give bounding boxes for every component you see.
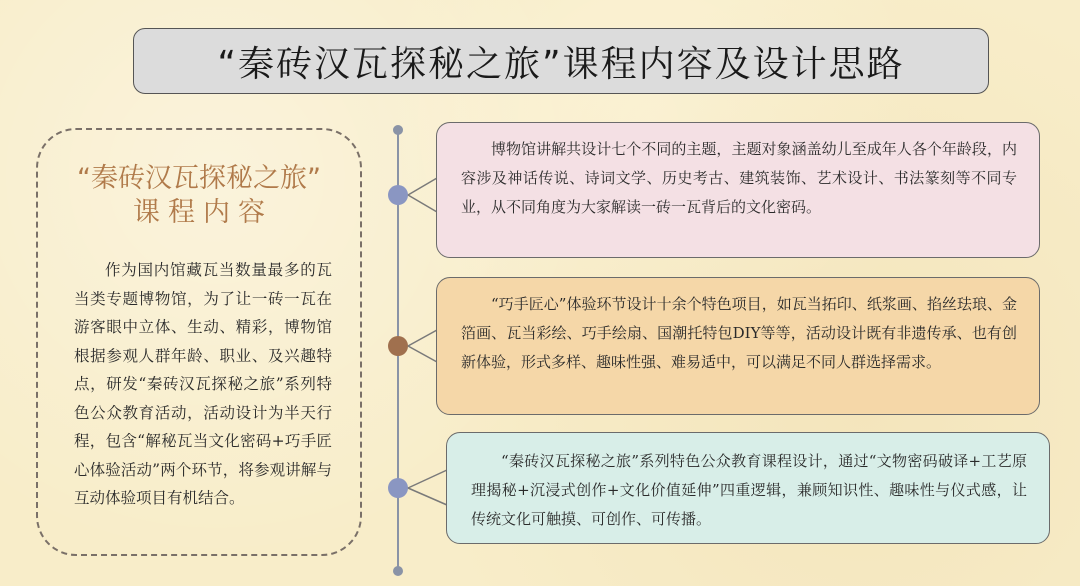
connector-2b xyxy=(408,346,437,362)
title-banner xyxy=(133,28,989,94)
connector-1b xyxy=(408,195,437,212)
course-content-title: “秦砖汉瓦探秘之旅” xyxy=(77,163,321,194)
timeline-end-dot xyxy=(393,566,403,576)
timeline-start-dot xyxy=(393,125,403,135)
timeline-node-3 xyxy=(388,478,408,498)
timeline-node-2 xyxy=(388,336,408,356)
timeline-node-1 xyxy=(388,185,408,205)
course-content-subtitle: 课程内容 xyxy=(133,197,273,228)
connector-1 xyxy=(408,178,437,195)
card-museum-tour: 博物馆讲解共设计七个不同的主题，主题对象涵盖幼儿至成年人各个年龄段，内容涉及神话传说、诗词文学、历史考古、建筑装饰、艺术设计、书法篆刻等不同专业，从不同角度为大家解读一砖一瓦背后的文化密码。 xyxy=(436,122,1040,258)
course-content-heading xyxy=(38,162,360,230)
connector-2 xyxy=(408,330,437,346)
card-course-design: “秦砖汉瓦探秘之旅”系列特色公众教育课程设计，通过“文物密码破译+工艺原理揭秘+沉浸式创作+文化价值延伸”四重逻辑，兼顾知识性、趣味性与仪式感，让传统文化可触摸、可创作、可传播。 xyxy=(446,432,1050,544)
page-title: “秦砖汉瓦探秘之旅”课程内容及设计思路 xyxy=(217,43,905,85)
connector-3 xyxy=(408,470,447,488)
card-craft-experience: “巧手匠心”体验环节设计十余个特色项目，如瓦当拓印、纸浆画、掐丝珐琅、金箔画、瓦当彩绘、巧手绘扇、国潮托特包DIY等等，活动设计既有非遗传承、也有创新体验，形式多样、趣味性强、难易适中，可以满足不同人群选择需求。 xyxy=(436,277,1040,415)
connector-3b xyxy=(408,488,447,505)
course-content-panel xyxy=(36,128,362,556)
course-content-text: 作为国内馆藏瓦当数量最多的瓦当类专题博物馆，为了让一砖一瓦在游客眼中立体、生动、精彩，博物馆根据参观人群年龄、职业、及兴趣特点，研发“秦砖汉瓦探秘之旅”系列特色公众教育活动，活动设计为半天行程，包含“解秘瓦当文化密码+巧手匠心体验活动”两个环节，将参观讲解与互动体验项目有机结合。 xyxy=(74,261,332,507)
